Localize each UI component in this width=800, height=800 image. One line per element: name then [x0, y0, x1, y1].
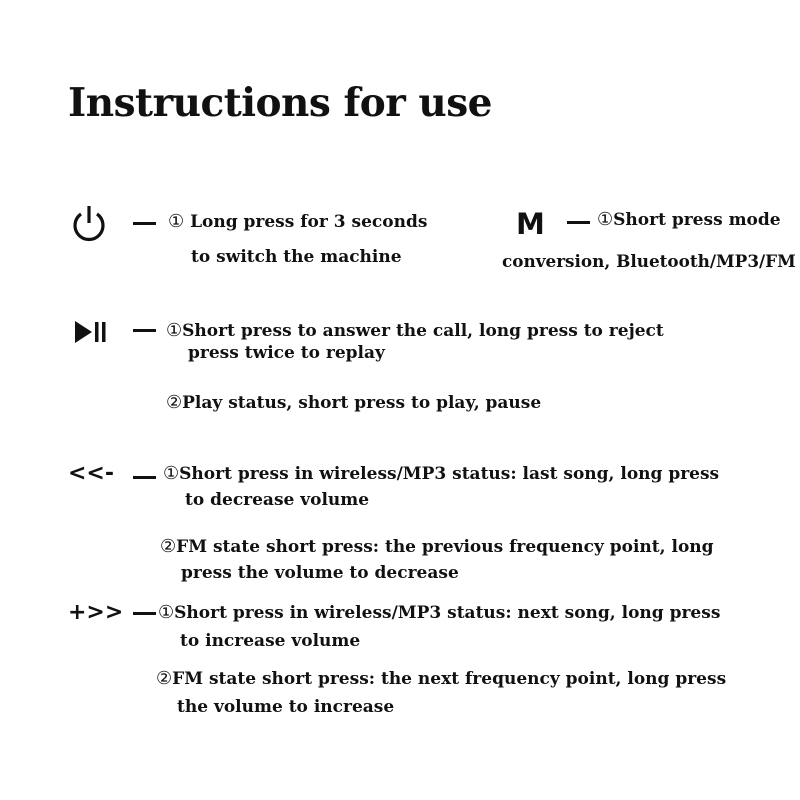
next-item1-text: Short press in wireless/MP3 status: next song, long press: [174, 603, 721, 623]
power-icon: [70, 204, 108, 244]
mode-text-1: Short press mode: [613, 210, 781, 230]
next-item1-line2: to increase volume: [180, 631, 361, 651]
prev-item1-line2: to decrease volume: [185, 490, 370, 510]
mode-marker: ①: [597, 209, 614, 230]
mode-icon: M: [516, 207, 545, 241]
page-title: Instructions for use: [68, 80, 492, 126]
play-item1-marker: ①: [166, 320, 183, 341]
next-item2-line1: [156, 670, 726, 688]
prev-item1-text: Short press in wireless/MP3 status: last song, long press: [179, 464, 720, 484]
mode-dash: [567, 221, 590, 224]
power-marker: ①: [168, 211, 185, 232]
next-item1-marker: ①: [158, 602, 175, 623]
play-pause-dash: [133, 329, 156, 332]
play-item2-marker: ②: [166, 392, 183, 413]
play-item1-line2: press twice to replay: [188, 343, 385, 363]
power-instruction-line2: to switch the machine: [191, 247, 402, 267]
next-dash: [133, 612, 156, 615]
next-item2-text: FM state short press: the next frequency point, long press: [172, 669, 727, 689]
prev-item2-line1: [160, 538, 714, 556]
prev-item1-line1: [163, 465, 719, 483]
play-item1-text: Short press to answer the call, long press to reject: [182, 321, 664, 341]
next-item2-line2: the volume to increase: [177, 697, 395, 717]
prev-item2-line2: press the volume to decrease: [181, 563, 459, 583]
mode-instruction-line1: [597, 211, 781, 229]
prev-item1-marker: ①: [163, 463, 180, 484]
power-text-1: Long press for 3 seconds: [190, 212, 428, 232]
next-item1-line1: [158, 604, 720, 622]
prev-item2-text: FM state short press: the previous frequency point, long: [176, 537, 714, 557]
power-dash: [133, 222, 156, 225]
play-item1-line1: [166, 322, 664, 340]
prev-dash: [133, 476, 156, 479]
prev-item2-marker: ②: [160, 536, 177, 557]
power-instruction-line1: [168, 213, 427, 231]
mode-instruction-line2: conversion, Bluetooth/MP3/FM: [502, 251, 796, 271]
play-item2-text: Play status, short press to play, pause: [182, 393, 542, 413]
next-item2-marker: ②: [156, 668, 173, 689]
next-icon: +>>: [68, 600, 124, 625]
prev-icon: <<-: [68, 461, 114, 486]
play-pause-icon: [74, 320, 108, 344]
play-item2-line1: [166, 394, 541, 412]
